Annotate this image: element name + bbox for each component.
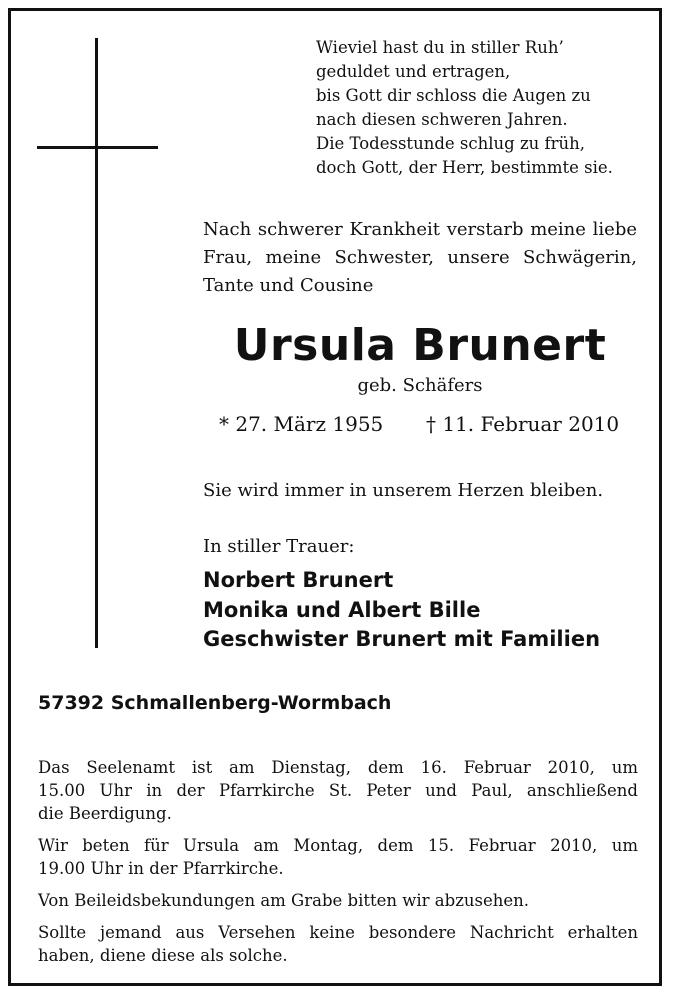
cross-horizontal-bar	[37, 146, 158, 149]
poem-line: Wieviel hast du in stiller Ruh’	[316, 38, 564, 57]
note-line: Sollte jemand aus Versehen keine besondere Nachricht erhalten	[38, 923, 638, 942]
intro-line: Tante und Cousine	[203, 275, 374, 296]
maiden-name: geb. Schäfers	[357, 375, 483, 396]
notice-note	[38, 921, 638, 967]
intro-text	[203, 216, 637, 300]
mourners-list	[203, 566, 600, 655]
poem-line: doch Gott, der Herr, bestimmte sie.	[316, 158, 613, 177]
location: 57392 Schmallenberg-Wormbach	[38, 692, 392, 714]
poem	[316, 36, 646, 180]
poem-line: nach diesen schweren Jahren.	[316, 110, 568, 129]
mourning-intro: In stiller Trauer:	[203, 536, 355, 557]
mourner-name: Geschwister Brunert mit Familien	[203, 627, 601, 651]
note-line: Das Seelenamt ist am Dienstag, dem 16. Februar 2010, um	[38, 758, 638, 777]
note-line: haben, diene diese als solche.	[38, 946, 288, 965]
note-line: die Beerdigung.	[38, 804, 172, 823]
condolences-note	[38, 889, 638, 912]
mourner-name: Monika und Albert Bille	[203, 597, 481, 622]
intro-line: Nach schwerer Krankheit verstarb meine liebe	[203, 219, 637, 240]
deceased-name: Ursula Brunert	[233, 320, 607, 371]
mourner-name: Norbert Brunert	[203, 568, 394, 592]
prayer-note	[38, 834, 638, 880]
note-line: Von Beileidsbekundungen am Grabe bitten wir abzusehen.	[38, 891, 530, 910]
requiem-note	[38, 756, 638, 825]
note-line: 19.00 Uhr in der Pfarrkirche.	[38, 859, 284, 878]
death-date: † 11. Februar 2010	[426, 412, 620, 436]
service-notes	[38, 756, 638, 976]
note-line: Wir beten für Ursula am Montag, dem 15. Februar 2010, um	[38, 836, 638, 855]
remembrance-text: Sie wird immer in unserem Herzen bleiben.	[203, 480, 604, 501]
note-line: 15.00 Uhr in der Pfarrkirche St. Peter und Paul, anschließend	[38, 781, 638, 800]
poem-line: geduldet und ertragen,	[316, 62, 511, 81]
poem-line: Die Todesstunde schlug zu früh,	[316, 134, 585, 153]
birth-date: * 27. März 1955	[219, 412, 384, 436]
intro-line: Frau, meine Schwester, unsere Schwägerin,	[203, 247, 637, 268]
cross-vertical-bar	[95, 38, 98, 648]
poem-line: bis Gott dir schloss die Augen zu	[316, 86, 591, 105]
